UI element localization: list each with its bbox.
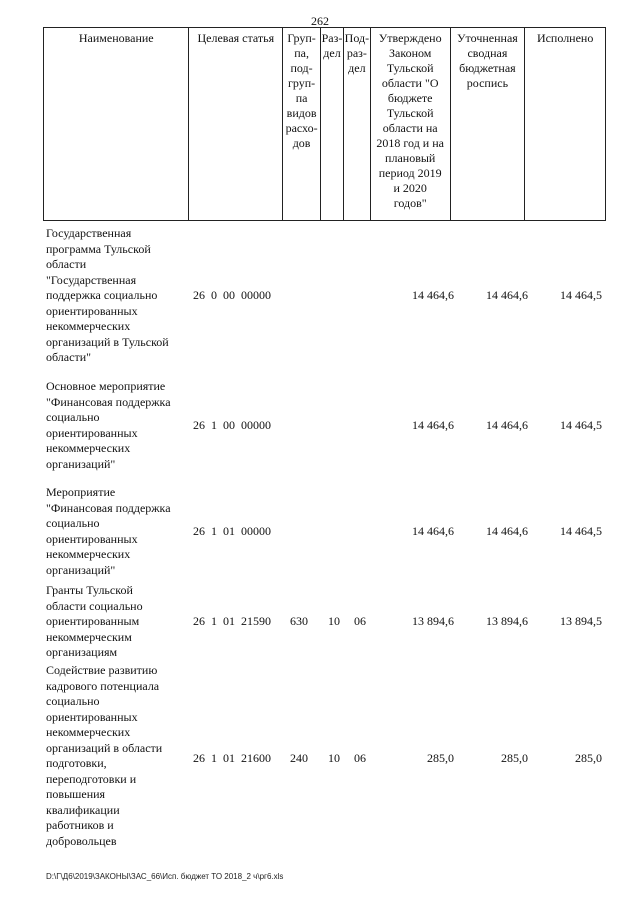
row-executed: 285,0 <box>575 751 602 765</box>
header-executed: Исполнено <box>536 31 594 45</box>
row-updated: 285,0 <box>501 751 528 765</box>
row-code: 26 1 01 00000 <box>193 524 271 538</box>
row-group: 240 <box>290 751 308 765</box>
row-razdel: 10 <box>328 751 340 765</box>
row-executed: 14 464,5 <box>560 288 602 302</box>
header-name: Наименование <box>44 28 189 220</box>
row-approved: 13 894,6 <box>412 614 454 628</box>
row-executed: 13 894,5 <box>560 614 602 628</box>
row-updated: 14 464,6 <box>486 418 528 432</box>
row-updated: 13 894,6 <box>486 614 528 628</box>
row-name: Содействие развитию кадрового потенциала социально ориентированных некоммерческих организаций в области подготовки, переподготовки и повышения квалификации работников и добровольцев <box>46 663 163 848</box>
row-code: 26 0 00 00000 <box>193 288 271 302</box>
header-podrazdel: Под- раз- дел <box>344 28 371 220</box>
row-approved: 285,0 <box>427 751 454 765</box>
row-name: Основное мероприятие "Финансовая поддержка социально ориентированных некоммерческих организаций" <box>46 379 171 471</box>
row-executed: 14 464,5 <box>560 418 602 432</box>
row-updated: 14 464,6 <box>486 524 528 538</box>
row-updated: 14 464,6 <box>486 288 528 302</box>
file-path-footer: D:\Г\Д6\2019\ЗАКОНЫ\ЗАС_66\Исп. бюджет ТО 2018_2 ч\рг6.xls <box>46 872 284 881</box>
header-target: Целевая статья <box>189 28 283 220</box>
row-group: 630 <box>290 614 308 628</box>
header-group: Груп- па, под- груп- па видов расхо- дов <box>283 28 321 220</box>
row-approved: 14 464,6 <box>412 288 454 302</box>
page-number: 262 <box>311 14 329 28</box>
table-header <box>43 27 606 221</box>
row-name: Гранты Тульской области социально ориентированным некоммерческим организациям <box>46 583 143 659</box>
row-code: 26 1 01 21590 <box>193 614 271 628</box>
row-code: 26 1 01 21600 <box>193 751 271 765</box>
row-razdel: 10 <box>328 614 340 628</box>
row-name: Государственная программа Тульской области "Государственная поддержка социально ориентированных некоммерческих организаций в Тульской области" <box>46 226 169 364</box>
row-approved: 14 464,6 <box>412 418 454 432</box>
header-approved: Утверждено Законом Тульской области "О бюджете Тульской области на 2018 год и на плановый период 2019 и 2020 годов" <box>371 28 451 220</box>
row-podrazdel: 06 <box>354 614 366 628</box>
row-podrazdel: 06 <box>354 751 366 765</box>
row-name: Мероприятие "Финансовая поддержка социально ориентированных некоммерческих организаций" <box>46 485 171 577</box>
row-executed: 14 464,5 <box>560 524 602 538</box>
header-updated: Уточненная сводная бюджетная роспись <box>451 28 526 220</box>
row-code: 26 1 00 00000 <box>193 418 271 432</box>
row-approved: 14 464,6 <box>412 524 454 538</box>
header-razdel: Раз- дел <box>321 28 344 220</box>
